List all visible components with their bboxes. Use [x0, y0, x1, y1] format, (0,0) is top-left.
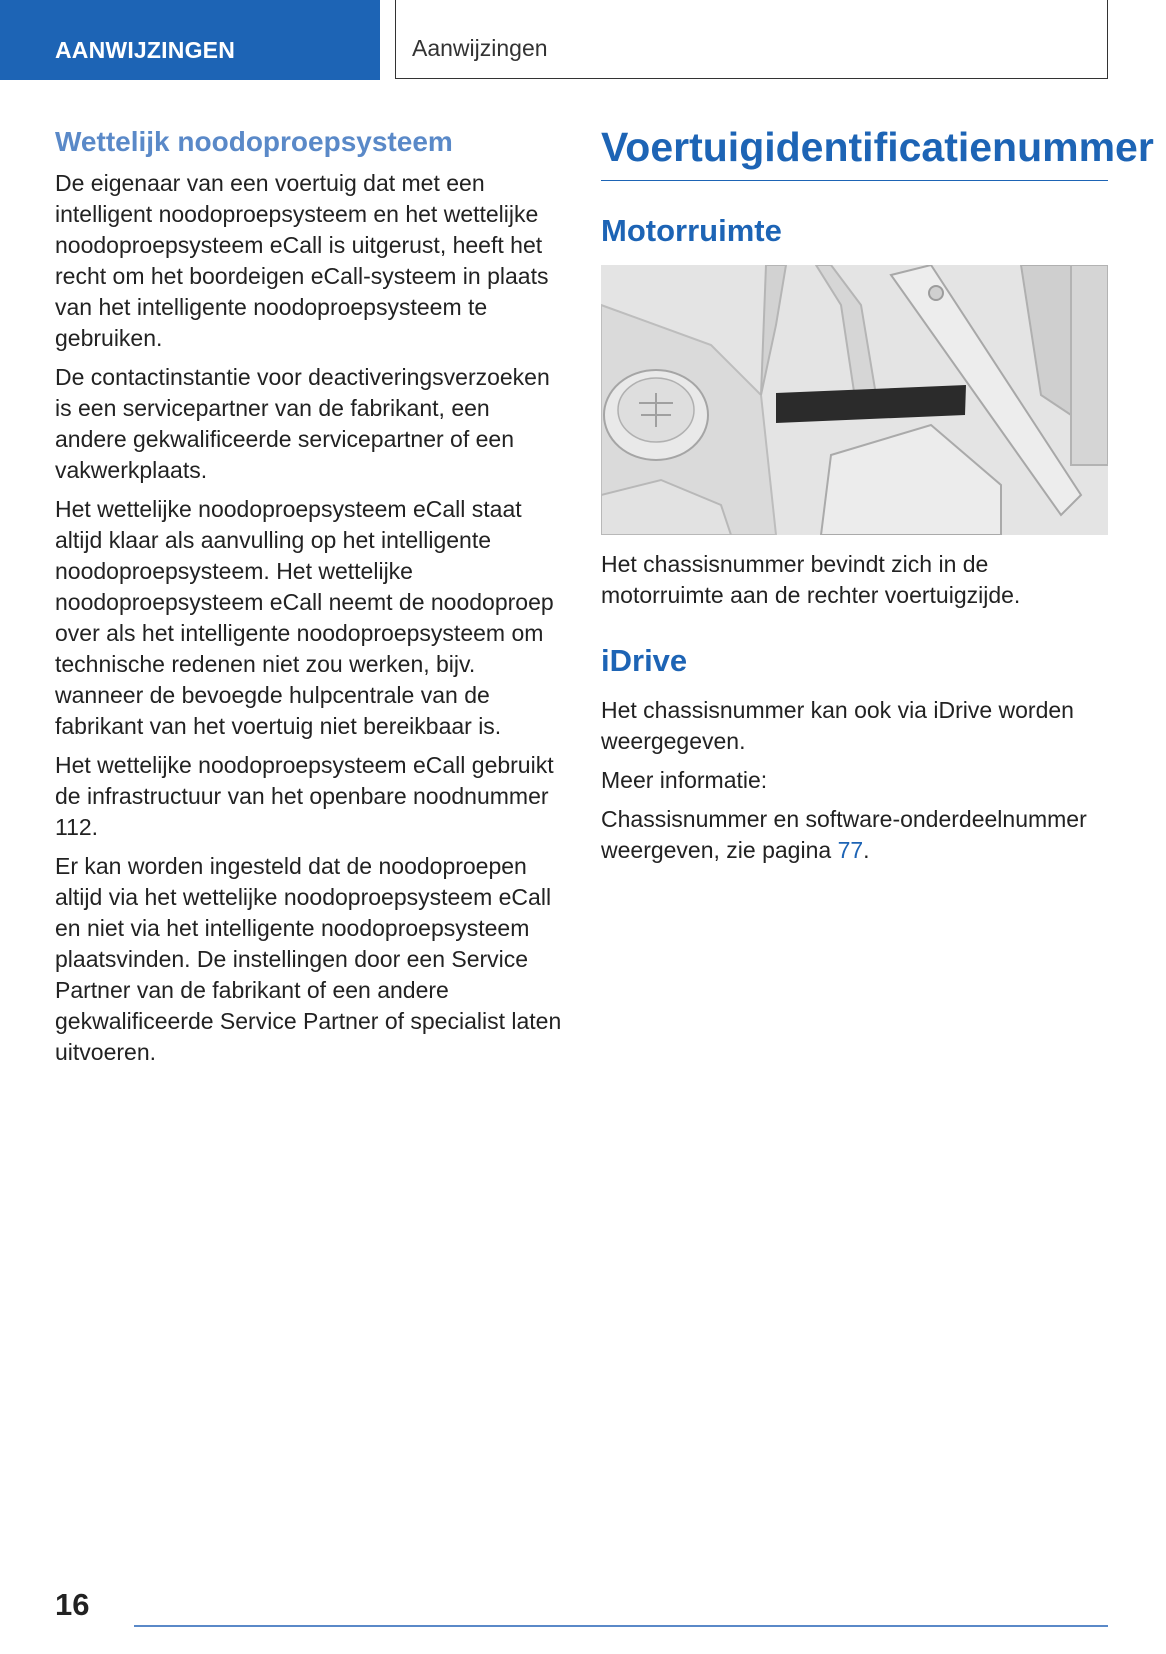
paragraph: Het wettelijke noodoproepsysteem eCall staat altijd klaar als aanvulling op het intelligente noodoproepsysteem. Het wettelijke noodoproepsysteem eCall neemt de noodoproep over als het intelligente noodoproepsysteem om technische redenen niet zou werken, bijv. wanneer de bevoegde hulpcentrale van de fabrikant van het voertuig niet bereikbaar is. — [55, 496, 554, 739]
page-number: 16 — [55, 1587, 90, 1622]
heading-legal-ecall: Wettelijk noodoproepsysteem — [55, 126, 453, 157]
right-column — [601, 124, 1154, 874]
page-reference-link[interactable]: 77 — [837, 837, 864, 863]
engine-bay-drawing — [601, 265, 1108, 535]
more-info-label: Meer informatie: — [601, 767, 768, 793]
left-column — [55, 124, 565, 1076]
reference-end: . — [863, 837, 870, 863]
paragraph: Er kan worden ingesteld dat de noodoproepen altijd via het wettelijke noodoproepsysteem eCall en niet via het intelligente noodoproepsysteem plaatsvinden. De instellingen door een Service Partner van de fabrikant of een andere gekwalificeerde Service Partner of specialist laten uitvoeren. — [55, 853, 562, 1065]
reference-paragraph — [601, 804, 1108, 866]
heading-vin: Voertuigidentificatienummer — [601, 124, 1108, 181]
section-tab: AANWIJZINGEN — [0, 0, 380, 80]
idrive-text: Het chassisnummer kan ook via iDrive worden weergegeven. — [601, 697, 1074, 754]
engine-bay-illustration — [601, 265, 1108, 535]
heading-motorruimte: Motorruimte — [601, 213, 782, 248]
footer-rule — [134, 1625, 1108, 1627]
heading-idrive: iDrive — [601, 643, 688, 678]
paragraph: Het wettelijke noodoproepsysteem eCall gebruikt de infrastructuur van het openbare noodnummer 112. — [55, 752, 554, 840]
reference-text: Chassisnummer en software-onderdeelnummer weergeven, zie pagina — [601, 806, 1087, 863]
chapter-title: Aanwijzingen — [395, 0, 1108, 79]
paragraph: De eigenaar van een voertuig dat met een intelligent noodoproepsysteem en het wettelijke noodoproepsysteem eCall is uitgerust, heeft het recht om het boordeigen eCall-systeem in plaats van het intelligente noodoproepsysteem te gebruiken. — [55, 170, 549, 351]
motorruimte-caption: Het chassisnummer bevindt zich in de motorruimte aan de rechter voertuigzijde. — [601, 551, 1021, 608]
paragraph: De contactinstantie voor deactiveringsverzoeken is een servicepartner van de fabrikant, een andere gekwalificeerde servicepartner of een vakwerkplaats. — [55, 364, 550, 483]
